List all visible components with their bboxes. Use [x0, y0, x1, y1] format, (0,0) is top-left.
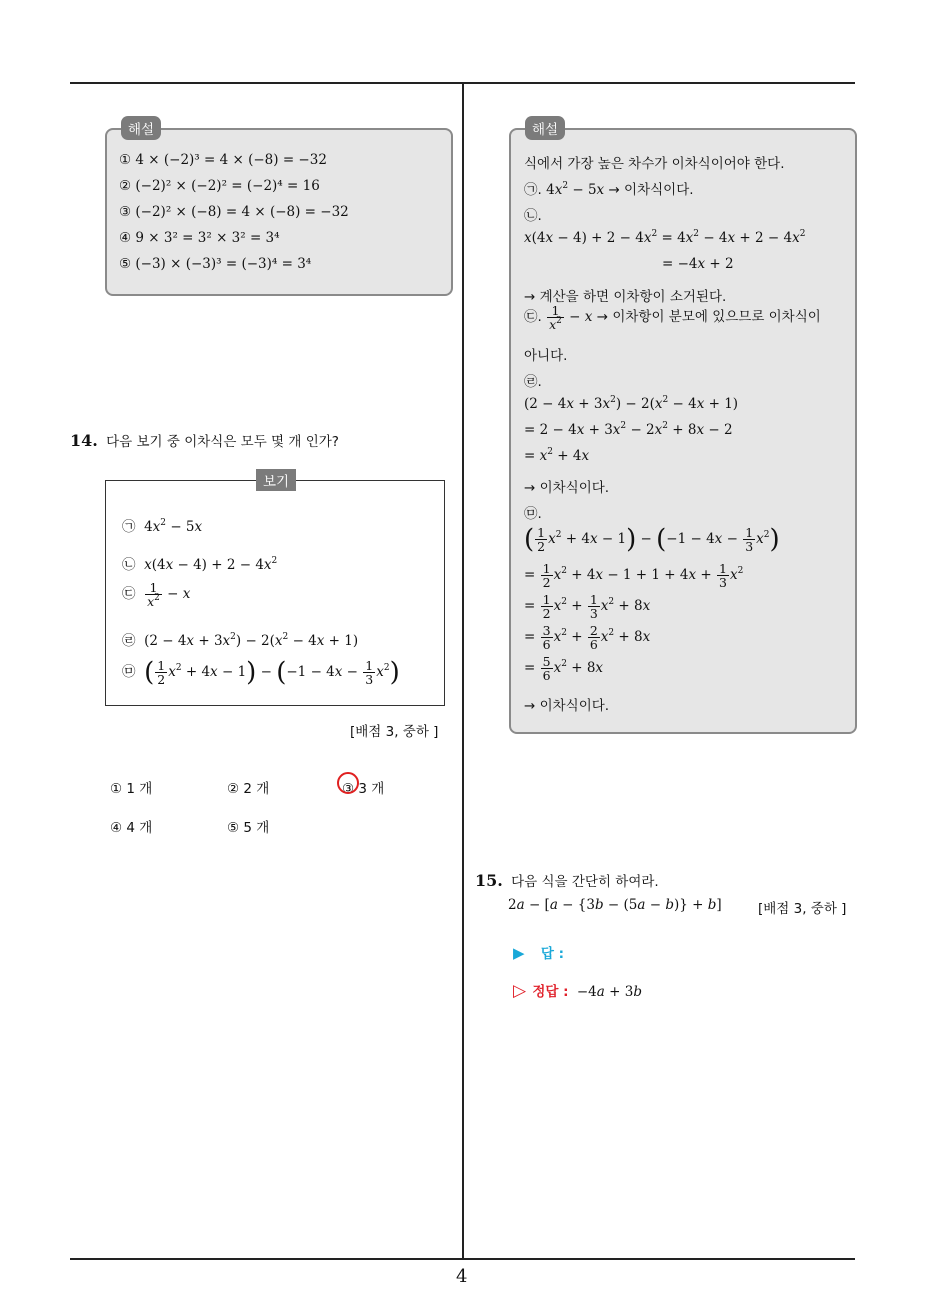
solution-intro: 식에서 가장 높은 차수가 이차식이어야 한다. [524, 156, 785, 172]
solution-value: −4a + 3b [576, 984, 642, 1000]
q14-score: [배점 3, 중하 ] [350, 724, 439, 740]
solution-line-5: ⑤ (−3) × (−3)³ = (−3)⁴ = 3⁴ [119, 256, 312, 272]
bogi-item-5: ㉤ ( $\frac{1}{2}$ $x^2 + 4x - 1) - (-1 - 4x$ − $\frac{1}{3}$ $x^2$) [122, 657, 400, 688]
choice-4[interactable]: ④ 4 개 [110, 820, 153, 836]
page-number: 4 [456, 1266, 468, 1287]
q14-text: 다음 보기 중 이차식은 모두 몇 개 인가? [106, 434, 339, 450]
answer-label: 답 : [540, 946, 564, 962]
g1-line: ㉠. $4x^2 - 5x$ → 이차식이다. [524, 181, 694, 198]
g3-note-2: 아니다. [524, 348, 568, 364]
bogi-marker-3: ㉢ [122, 586, 136, 603]
g3-note: → 이차항이 분모에 있으므로 이차식이 [596, 309, 821, 326]
bogi-marker-2: ㉡ [122, 557, 136, 573]
bogi-item-2: ㉡ $x(4x - 4) + 2 - 4x^2$ [122, 556, 278, 573]
choice-2[interactable]: ② 2 개 [227, 781, 270, 797]
solution-line-4: ④ 9 × 3² = 3² × 3² = 3⁴ [119, 230, 280, 246]
g5-result: → 이차식이다. [524, 698, 610, 714]
g4-marker: ㉣. [524, 374, 542, 390]
q14-question [70, 430, 339, 450]
g2-note: → 계산을 하면 이차항이 소거된다. [524, 289, 727, 305]
selected-answer-mark [337, 772, 359, 794]
bogi-marker-5: ㉤ [122, 664, 136, 681]
q15-expression: 2a − [a − {3b − (5a − b)} + b] [508, 897, 722, 913]
bogi-item-4: ㉣ $(2 - 4x + 3x^2) - 2(x^2 - 4x + 1)$ [122, 632, 359, 649]
choice-3[interactable]: ③ 3 개 [342, 781, 385, 797]
answer-row [513, 942, 564, 962]
solution-label: 정답 : [532, 984, 569, 1000]
play-outline-icon: ▷ [513, 981, 527, 1001]
solution-line-1: ① 4 × (−2)³ = 4 × (−8) = −32 [119, 152, 327, 168]
choice-5[interactable]: ⑤ 5 개 [227, 820, 270, 836]
g2-marker: ㉡. [524, 208, 542, 224]
bogi-marker-4: ㉣ [122, 633, 136, 649]
g5-eq-1: ( $\frac{1}{2}$ $x^2 + 4x - 1) - (-1 - 4x$ − $\frac{1}{3}$ $x^2$) [524, 524, 780, 555]
bogi-tag: 보기 [256, 469, 296, 491]
solution-tag: 해설 [121, 116, 161, 140]
g5-marker: ㉤. [524, 506, 542, 522]
right-solution-panel [509, 122, 857, 734]
solution-line-3: ③ (−2)² × (−8) = 4 × (−8) = −32 [119, 204, 349, 220]
g4-eq-1: $(2 - 4x + 3x^2) - 2(x^2 - 4x + 1)$ [524, 395, 739, 412]
g5-eq-4: = $\frac{3}{6}$ $x^2$ + $\frac{2}{6}$ $x^2 + 8x$ [524, 623, 651, 653]
q15-number: 15. [475, 871, 503, 890]
g3-line: ㉢. $\frac{1}{x^2}$ − x → 이차항이 분모에 있으므로 이차식이 [524, 303, 821, 333]
q15-score: [배점 3, 중하 ] [758, 901, 847, 917]
bogi-marker-1: ㉠ [122, 519, 136, 535]
g3-marker: ㉢. [524, 309, 542, 326]
bottom-rule [70, 1258, 855, 1260]
solution-row [513, 980, 642, 1001]
bogi-item-3: ㉢ $\frac{1}{x^2}$ − x [122, 580, 191, 610]
g5-eq-2: = $\frac{1}{2}$ $x^2 + 4x - 1 + 1 + 4x$ + $\frac{1}{3}$ $x^2$ [524, 561, 744, 591]
q15-text: 다음 식을 간단히 하여라. [511, 874, 659, 890]
q15-question [475, 870, 659, 890]
solution-tag-right: 해설 [525, 116, 565, 140]
g1-marker: ㉠. [524, 182, 542, 198]
bogi-box [105, 474, 445, 706]
g2-eq-2: = −4x + 2 [662, 256, 734, 272]
g4-eq-3: = $x^2 + 4x$ [524, 447, 590, 464]
solution-line-2: ② (−2)² × (−2)² = (−2)⁴ = 16 [119, 178, 320, 194]
g5-eq-5: = $\frac{5}{6}$ $x^2 + 8x$ [524, 654, 604, 684]
g1-result: → 이차식이다. [608, 182, 694, 198]
left-solution-panel [105, 122, 453, 296]
g4-result: → 이차식이다. [524, 480, 610, 496]
g5-eq-3: = $\frac{1}{2}$ $x^2$ + $\frac{1}{3}$ $x^2 + 8x$ [524, 592, 651, 622]
play-icon: ▶ [513, 944, 525, 962]
g2-eq-1: $x(4x - 4) + 2 - 4x^2 = 4x^2 - 4x + 2 - 4x^2$ [524, 229, 806, 246]
bogi-item-1: ㉠ $4x^2 - 5x$ [122, 518, 203, 535]
choice-1[interactable]: ① 1 개 [110, 781, 153, 797]
g4-eq-2: = $2 - 4x + 3x^2 - 2x^2 + 8x - 2$ [524, 421, 733, 438]
q14-number: 14. [70, 431, 98, 450]
column-divider [462, 83, 464, 1259]
